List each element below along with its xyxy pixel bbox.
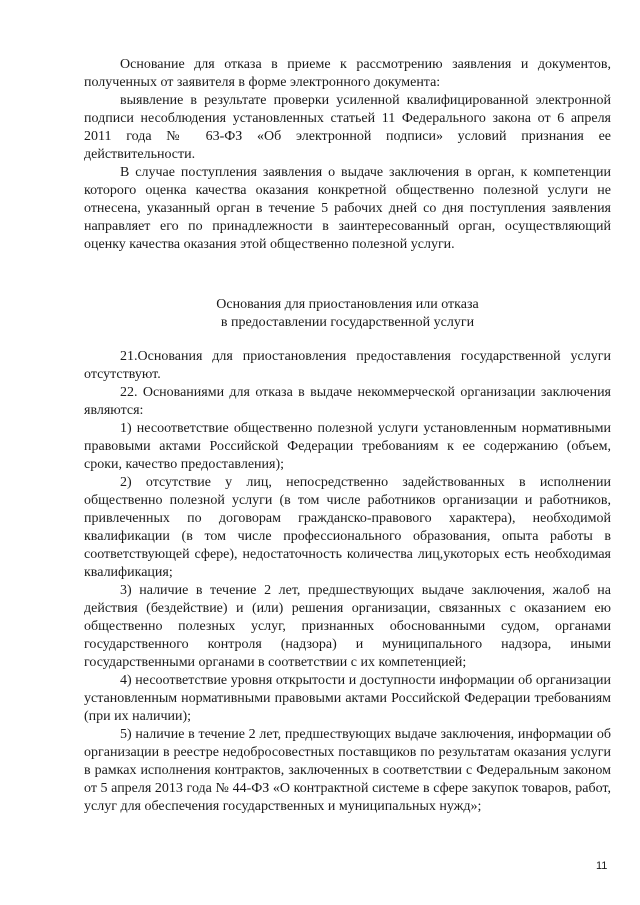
page-number: 11	[596, 860, 608, 872]
heading-spacer	[84, 332, 611, 348]
section-spacer	[84, 254, 611, 296]
section-heading-line-2: в предоставлении государственной услуги	[220, 315, 475, 330]
section-paragraph-21: 21.Основания для приостановления предоставления государственной услуги отсутствуют.	[84, 349, 611, 382]
intro-paragraph-1: Основание для отказа в приеме к рассмотрению заявления и документов, полученных от заявителя в форме электронного документа:	[84, 57, 611, 90]
list-item-4: 4) несоответствие уровня открытости и доступности информации об организации установленным нормативными правовыми актами Российской Федерации требованиям (при их наличии);	[84, 673, 611, 724]
list-item-5: 5) наличие в течение 2 лет, предшествующих выдаче заключения, информации об организации в реестре недобросовестных поставщиков по результатам оказания услуги в рамках исполнения контрактов, заключенных в соответствии с Федеральным законом от 5 апреля 2013 года № 44-ФЗ «О контрактной системе в сфере закупок товаров, работ, услуг для обеспечения государственных и муниципальных нужд»;	[84, 727, 611, 814]
list-item-3: 3) наличие в течение 2 лет, предшествующих выдаче заключения, жалоб на действия (бездействие) и (или) решения организации, связанных с оказанием ею общественно полезных услуг, признанных обоснованными судом, органами государственного контроля (надзора) и муниципального надзора, иными государственными органами в соответствии с их компетенцией;	[84, 583, 611, 670]
intro-paragraph-3: В случае поступления заявления о выдаче заключения в орган, к компетенции которого оценка качества оказания конкретной общественно полезной услуги не отнесена, указанный орган в течение 5 рабочих дней со дня поступления заявления направляет его по принадлежности в заинтересованный орган, осуществляющий оценку качества оказания этой общественно полезной услуги.	[84, 165, 611, 252]
section-heading-line-1: Основания для приостановления или отказа	[216, 297, 479, 312]
section-paragraph-22: 22. Основаниями для отказа в выдаче некоммерческой организации заключения являются:	[84, 385, 611, 418]
list-item-2: 2) отсутствие у лиц, непосредственно задействованных в исполнении общественно полезной услуги (в том числе работников организации и работников, привлеченных по договорам гражданско-правового характера), необходимой квалификации (в том числе профессионального образования, опыта работы в соответствующей сфере), недостаточность количества лиц,укоторых есть необходимая квалификация;	[84, 475, 611, 580]
document-page	[84, 56, 611, 816]
list-item-1: 1) несоответствие общественно полезной услуги установленным нормативными правовыми актами Российской Федерации требованиям к ее содержанию (объем, сроки, качество предоставления);	[84, 421, 611, 472]
intro-paragraph-2: выявление в результате проверки усиленной квалифицированной электронной подписи несоблюдения установленных статьей 11 Федерального закона от 6 апреля 2011 года № 63-ФЗ «Об электронной подписи» условий признания ее действительности.	[84, 93, 611, 162]
